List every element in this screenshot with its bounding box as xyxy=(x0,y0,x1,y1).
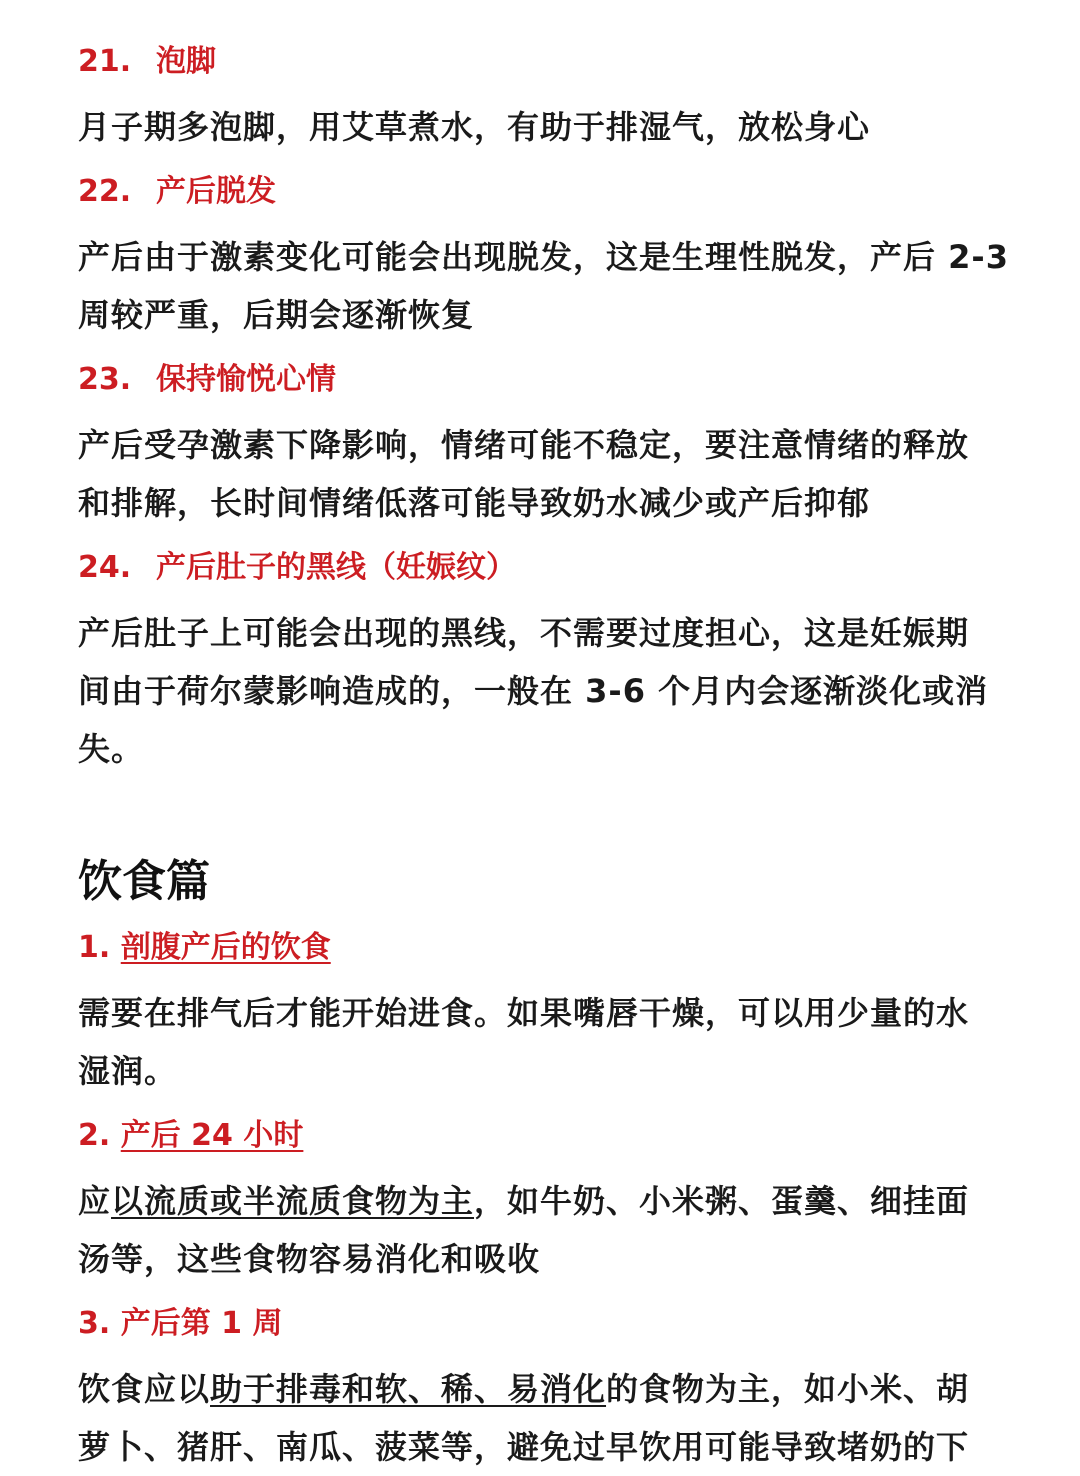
item-title: 泡脚 xyxy=(156,44,216,79)
document-page xyxy=(78,42,1009,1476)
diet-heading-3 xyxy=(78,1304,998,1344)
diet-number: 2. xyxy=(78,1118,111,1153)
diet-title: 产后 24 小时 xyxy=(120,1118,304,1153)
item-heading-21 xyxy=(78,42,998,82)
body-line: 萝卜、猪肝、南瓜、菠菜等，避免过早饮用可能导致堵奶的下 xyxy=(78,1428,970,1466)
diet-body-3 xyxy=(78,1360,998,1476)
item-title: 保持愉悦心情 xyxy=(156,362,336,397)
item-number: 21. xyxy=(78,44,132,79)
diet-title: 剖腹产后的饮食 xyxy=(120,930,331,965)
body-line: 湿润。 xyxy=(78,1052,178,1090)
section-title-diet: 饮食篇 xyxy=(78,856,210,907)
diet-heading-1 xyxy=(78,928,998,968)
item-heading-23 xyxy=(78,360,998,400)
item-body-23 xyxy=(78,416,998,532)
body-line xyxy=(78,1360,998,1418)
diet-title: 产后第 1 周 xyxy=(120,1306,283,1341)
item-number: 23. xyxy=(78,362,132,397)
item-heading-22 xyxy=(78,172,998,212)
diet-body-2 xyxy=(78,1172,998,1288)
item-title: 产后肚子的黑线（妊娠纹） xyxy=(156,550,516,585)
body-line: 月子期多泡脚，用艾草煮水，有助于排湿气，放松身心 xyxy=(78,108,871,146)
body-line: 需要在排气后才能开始进食。如果嘴唇干燥，可以用少量的水 xyxy=(78,994,970,1032)
body-line: 产后由于激素变化可能会出现脱发，这是生理性脱发，产后 2-3 xyxy=(78,238,1009,276)
diet-number: 1. xyxy=(78,930,111,965)
text-fragment: 的食物为主，如小米、胡 xyxy=(606,1370,970,1408)
body-line: 汤等，这些食物容易消化和吸收 xyxy=(78,1240,541,1278)
item-body-21 xyxy=(78,98,998,156)
diet-body-1 xyxy=(78,984,998,1100)
item-body-22 xyxy=(78,228,1009,344)
body-line: 产后肚子上可能会出现的黑线，不需要过度担心，这是妊娠期 xyxy=(78,614,970,652)
text-fragment: 应 xyxy=(78,1182,112,1220)
text-fragment: ，如牛奶、小米粥、蛋羹、细挂面 xyxy=(474,1182,970,1220)
diet-number: 3. xyxy=(78,1306,111,1341)
body-line: 产后受孕激素下降影响，情绪可能不稳定，要注意情绪的释放 xyxy=(78,426,970,464)
text-fragment: 饮食应以 xyxy=(78,1370,211,1408)
body-line xyxy=(78,1172,998,1230)
diet-heading-2 xyxy=(78,1116,998,1156)
body-line: 周较严重，后期会逐渐恢复 xyxy=(78,296,475,334)
underlined-text: 以流质或半流质食物为主 xyxy=(111,1182,475,1220)
item-number: 24. xyxy=(78,550,132,585)
item-number: 22. xyxy=(78,174,132,209)
item-heading-24 xyxy=(78,548,998,588)
body-line: 和排解，长时间情绪低落可能导致奶水减少或产后抑郁 xyxy=(78,484,871,522)
item-title: 产后脱发 xyxy=(156,174,276,209)
item-body-24 xyxy=(78,604,998,778)
body-line: 间由于荷尔蒙影响造成的，一般在 3-6 个月内会逐渐淡化或消 xyxy=(78,672,989,710)
body-line: 失。 xyxy=(78,730,145,768)
underlined-text: 助于排毒和软、稀、易消化 xyxy=(210,1370,607,1408)
